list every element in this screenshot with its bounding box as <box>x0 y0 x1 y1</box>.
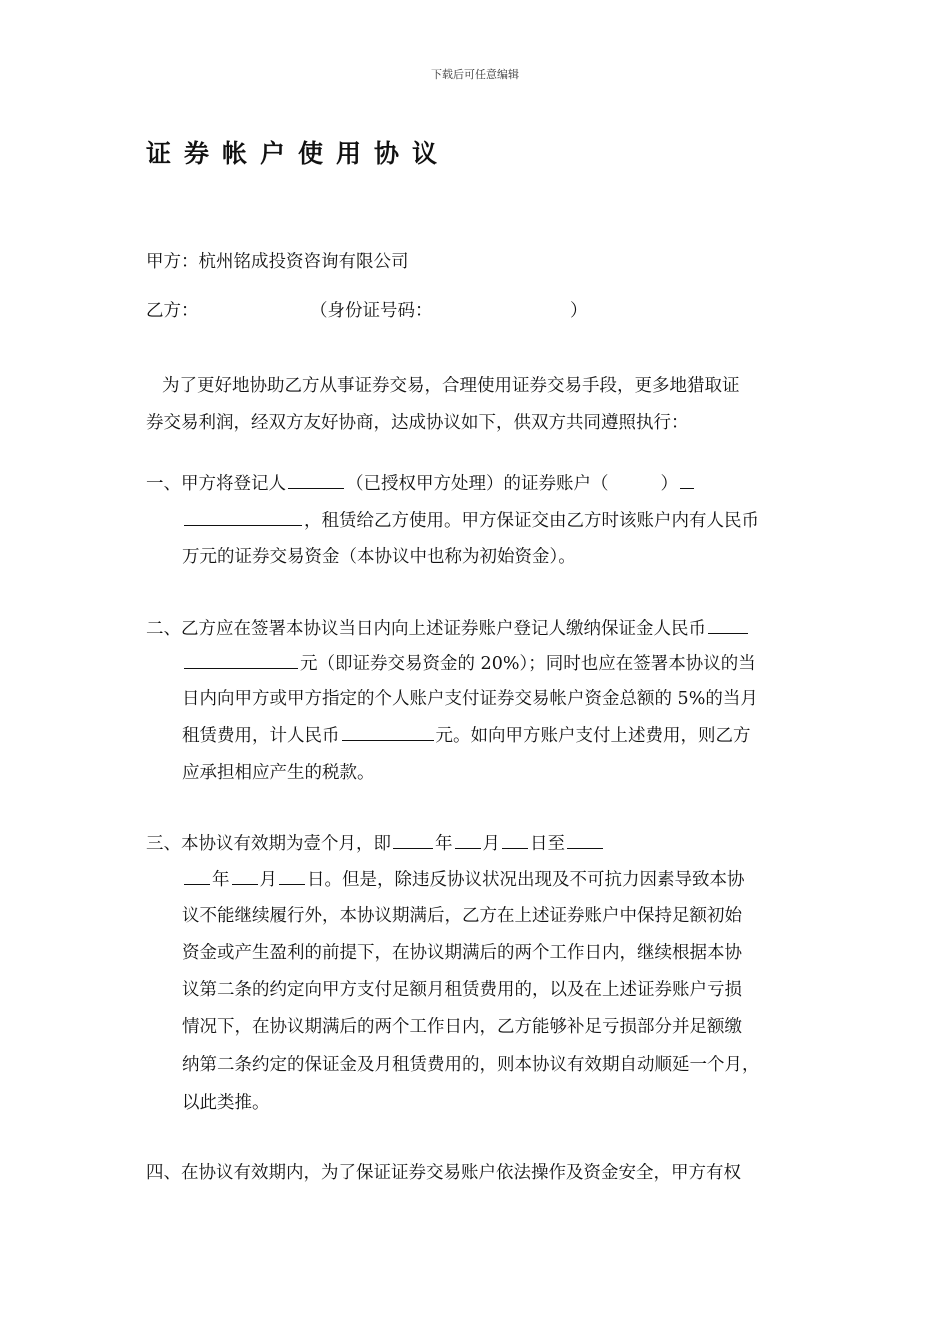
clause2-text-d: 租赁费用，计人民币 <box>182 726 340 746</box>
registrant-blank <box>288 471 344 489</box>
intro-line-1: 为了更好地协助乙方从事证券交易，合理使用证券交易手段，更多地猎取证 <box>162 376 740 396</box>
clause3-line-2 <box>182 867 745 892</box>
clause3-text-day: 日。但是，除违反协议状况出现及不可抗力因素导致本协 <box>307 870 745 890</box>
clause1-line-3: 万元的证券交易资金（本协议中也称为初始资金）。 <box>182 547 576 567</box>
party-b-id-close: ） <box>570 301 588 321</box>
intro-line-2: 券交易利润，经双方友好协商，达成协议如下，供双方共同遵照执行： <box>146 413 689 433</box>
clause1-text-d: ，租赁给乙方使用。甲方保证交由乙方时该账户内有人民币 <box>304 511 759 531</box>
end-year-blank-2 <box>184 867 210 885</box>
year-label-2: 年 <box>212 870 230 890</box>
account-blank <box>184 508 302 526</box>
clause2-line-4 <box>182 723 751 748</box>
clause4-line-1: 四、在协议有效期内，为了保证证券交易账户依法操作及资金安全，甲方有权 <box>146 1163 741 1183</box>
party-a: 甲方：杭州铭成投资咨询有限公司 <box>146 252 409 272</box>
clause3-line-4: 资金或产生盈利的前提下，在协议期满后的两个工作日内，继续根据本协 <box>182 943 742 963</box>
deposit-blank-start <box>708 616 748 634</box>
clause2-text-e: 元。如向甲方账户支付上述费用，则乙方 <box>435 726 751 746</box>
clause2-text-a: 二、乙方应在签署本协议当日内向上述证券账户登记人缴纳保证金人民币 <box>146 619 706 639</box>
deposit-blank <box>184 651 298 669</box>
clause3-line-8: 以此类推。 <box>182 1093 270 1113</box>
clause3-line-3: 议不能继续履行外，本协议期满后，乙方在上述证券账户中保持足额初始 <box>182 906 742 926</box>
party-b-label: 乙方： <box>146 301 199 321</box>
clause1-text-c: ） <box>660 474 678 494</box>
clause1-line-1 <box>146 471 696 496</box>
clause2-line-5: 应承担相应产生的税款。 <box>182 763 375 783</box>
clause3-line-1 <box>146 831 605 856</box>
clause2-line-1 <box>146 616 750 641</box>
clause2-text-b: 元（即证券交易资金的 20%）；同时也应在签署本协议的当 <box>300 654 756 674</box>
year-label: 年 <box>435 834 453 854</box>
clause3-text-a: 三、本协议有效期为壹个月，即 <box>146 834 391 854</box>
clause1-text-b: （已授权甲方处理）的证券账户（ <box>346 474 609 494</box>
month-label: 月 <box>482 834 500 854</box>
party-b-id-label: （身份证号码： <box>310 301 433 321</box>
clause1-text-a: 一、甲方将登记人 <box>146 474 286 494</box>
start-day-blank <box>502 831 528 849</box>
start-year-blank <box>393 831 433 849</box>
end-year-blank <box>567 831 603 849</box>
end-day-blank <box>279 867 305 885</box>
account-blank-start <box>680 471 694 489</box>
clause2-line-3: 日内向甲方或甲方指定的个人账户支付证券交易帐户资金总额的 5%的当月 <box>182 689 758 709</box>
clause3-line-6: 情况下，在协议期满后的两个工作日内，乙方能够补足亏损部分并足额缴 <box>182 1017 742 1037</box>
start-month-blank <box>455 831 481 849</box>
end-month-blank <box>232 867 258 885</box>
month-label-2: 月 <box>259 870 277 890</box>
rent-blank <box>342 723 434 741</box>
day-to-label: 日至 <box>530 834 565 854</box>
clause2-line-2 <box>182 651 756 676</box>
clause3-line-5: 议第二条的约定向甲方支付足额月租赁费用的，以及在上述证券账户亏损 <box>182 980 742 1000</box>
document-title: 证券帐户使用协议 <box>146 139 451 168</box>
clause3-line-7: 纳第二条约定的保证金及月租赁费用的，则本协议有效期自动顺延一个月， <box>182 1055 760 1075</box>
page-header: 下载后可任意编辑 <box>431 68 519 81</box>
clause1-line-2 <box>182 508 759 533</box>
